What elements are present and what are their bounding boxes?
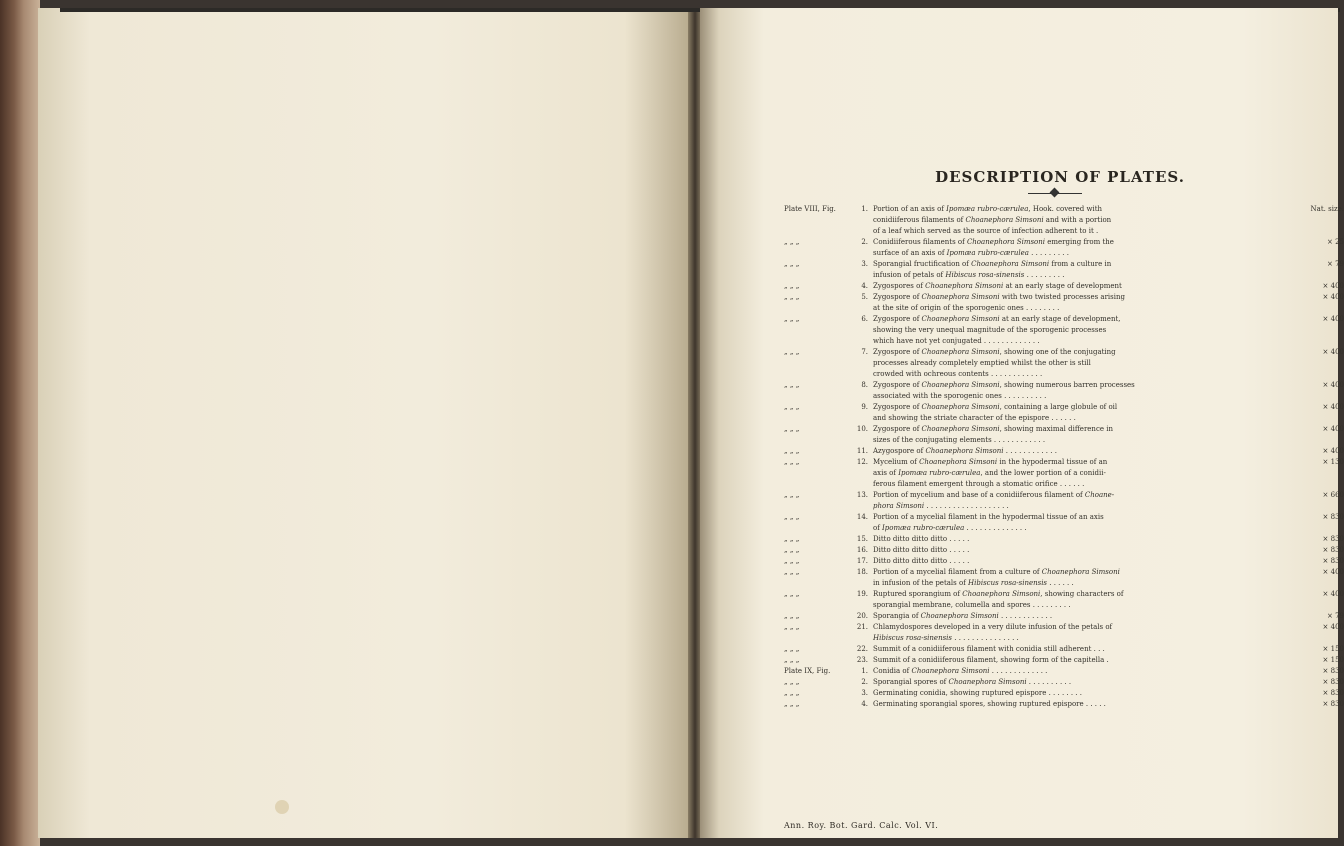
plate-entry [784,512,1344,534]
plate-entry [784,589,1344,611]
species-name: Choanephora Simsoni [921,348,1000,356]
plate-entry [784,666,1344,677]
plate-entry [784,237,1344,259]
magnification: Nat. size. [1310,205,1344,213]
figure-number: 2. [861,238,868,246]
line-text-tail: . . . . . . . . . . [1026,678,1072,686]
magnification: × 150 [1322,656,1344,664]
line-text: ferous filament emergent through a stomatic orifice . . . . . . [873,480,1085,488]
description-line [873,457,1287,468]
description-line [873,314,1287,325]
figure-number: 11. [856,447,868,455]
description-line [873,666,1287,677]
figure-description [873,688,1287,699]
figure-number: 3. [861,689,868,697]
magnification: × 400 [1322,425,1344,433]
line-text: Portion of a mycelial filament in the hypodermal tissue of an axis [873,513,1104,521]
description-line [873,490,1287,501]
figure-number: 13. [856,491,868,499]
figure-number: 19. [856,590,868,598]
line-text: processes already completely emptied whilst the other is still [873,359,1091,367]
figure-description [873,402,1287,424]
line-text: Germinating sporangial spores, showing ruptured epispore . . . . . [873,700,1106,708]
magnification: × 830 [1322,667,1344,675]
species-name: Choanephora Simsoni [921,381,1000,389]
figure-description [873,490,1287,512]
description-line [873,655,1287,666]
plate-entry [784,699,1344,710]
line-text-tail: . . . . . . [1047,579,1074,587]
description-line [873,325,1287,336]
plate-label: „ „ „ [784,403,800,411]
line-text: showing the very unequal magnitude of the sporogenic processes [873,326,1107,334]
plate-entry [784,457,1344,490]
description-line [873,424,1287,435]
magnification: × 400 [1322,403,1344,411]
magnification: × 830 [1322,678,1344,686]
book-edge [0,0,40,846]
line-text: Ditto ditto ditto ditto . . . . . [873,557,970,565]
figure-description [873,677,1287,688]
line-text-tail: . . . . . . . . . . . . . . . [952,634,1019,642]
line-text-tail: at an early stage of development, [999,315,1121,323]
figure-number: 3. [861,260,868,268]
page-footer: Ann. Roy. Bot. Gard. Calc. Vol. VI. [784,821,939,830]
description-line [873,259,1287,270]
species-name: Ipomæa rubro-cærulea [946,205,1029,213]
description-line [873,600,1287,611]
plate-label: „ „ „ [784,315,800,323]
plate-entry [784,424,1344,446]
figure-number: 4. [861,700,868,708]
description-line [873,226,1287,237]
figure-number: 7. [861,348,868,356]
plate-entry [784,545,1344,556]
line-text: sizes of the conjugating elements . . . . . . . . . . . . [873,436,1046,444]
magnification: × 400 [1322,282,1344,290]
species-name: Choanephora Simsoni [921,403,1000,411]
plate-label: „ „ „ [784,656,800,664]
magnification: × 830 [1322,513,1344,521]
species-name: Choanephora Simsoni [921,293,1000,301]
line-text: Zygospore of [873,403,922,411]
plate-entry [784,556,1344,567]
plate-entry [784,611,1344,622]
species-name: Choanephora Simsoni [962,590,1041,598]
figure-description [873,259,1287,281]
figure-number: 16. [856,546,868,554]
line-text-tail: at an early stage of development [1003,282,1122,290]
figure-description [873,666,1287,677]
magnification: × 400 [1322,293,1344,301]
magnification: × 400 [1322,568,1344,576]
plate-label: „ „ „ [784,447,800,455]
figure-description [873,314,1287,347]
description-line [873,644,1287,655]
figure-number: 9. [861,403,868,411]
line-text: which have not yet conjugated . . . . . . . . . . . . . [873,337,1040,345]
magnification: × 150 [1322,645,1344,653]
magnification: × 400 [1322,447,1344,455]
description-line [873,512,1287,523]
description-line [873,446,1287,457]
plate-label: „ „ „ [784,238,800,246]
plate-entry [784,644,1344,655]
line-text-tail: . . . . . . . . . . . . . . . . . . . [924,502,1009,510]
plate-label: Plate VIII, Fig. [784,205,836,213]
line-text-tail: . . . . . . . . . . . . [1003,447,1057,455]
line-text-tail: and with a portion [1043,216,1112,224]
line-text-tail: , showing characters of [1040,590,1124,598]
plate-entry [784,567,1344,589]
line-text: crowded with ochreous contents . . . . . . . . . . . . [873,370,1043,378]
figure-number: 22. [856,645,868,653]
line-text: infusion of petals of [873,271,946,279]
plate-label: „ „ „ [784,348,800,356]
figure-description [873,512,1287,534]
species-name: Ipomæa rubro-cærulea [946,249,1029,257]
species-name: Choanephora Simsoni [919,458,998,466]
description-line [873,556,1287,567]
description-line [873,688,1287,699]
description-line [873,622,1287,633]
description-line [873,699,1287,710]
title-ornament [1028,189,1082,197]
figure-number: 4. [861,282,868,290]
plate-entry [784,314,1344,347]
figure-number: 2. [861,678,868,686]
magnification: × 400 [1322,381,1344,389]
plate-label: „ „ „ [784,700,800,708]
magnification: × 660 [1322,491,1344,499]
figure-number: 1. [861,667,868,675]
description-line [873,380,1287,391]
description-line [873,215,1287,226]
line-text: of a leaf which served as the source of infection adherent to it . [873,227,1099,235]
line-text: of [873,524,883,532]
plate-label: Plate IX, Fig. [784,667,831,675]
figure-description [873,237,1287,259]
description-line [873,369,1287,380]
description-line [873,479,1287,490]
figure-description [873,611,1287,622]
line-text: Mycelium of [873,458,920,466]
plate-label: „ „ „ [784,590,800,598]
plate-label: „ „ „ [784,612,800,620]
magnification: × 830 [1322,700,1344,708]
line-text: at the site of origin of the sporogenic ones . . . . . . . . [873,304,1060,312]
line-text: Zygospore of [873,425,922,433]
magnification: × 400 [1322,623,1344,631]
figure-number: 6. [861,315,868,323]
description-line [873,358,1287,369]
figure-number: 14. [856,513,868,521]
line-text-tail: , Hook. covered with [1028,205,1103,213]
line-text-tail: . . . . . . . . . [1024,271,1065,279]
plate-entry [784,402,1344,424]
species-name: Hibiscus rosa-sinensis [945,271,1025,279]
plate-entry [784,204,1344,237]
figure-description [873,699,1287,710]
figure-description [873,567,1287,589]
species-name: Choanephora Simsoni [1041,568,1120,576]
description-line [873,292,1287,303]
line-text: Ditto ditto ditto ditto . . . . . [873,535,970,543]
figure-number: 18. [856,568,868,576]
plate-label: „ „ „ [784,568,800,576]
description-line [873,237,1287,248]
figure-description [873,545,1287,556]
line-text: sporangial membrane, columella and spores . . . . . . . . . [873,601,1071,609]
line-text-tail: . . . . . . . . . . . . . . [964,524,1027,532]
description-line [873,567,1287,578]
plate-label: „ „ „ [784,282,800,290]
line-text: in infusion of the petals of [873,579,969,587]
figure-description [873,655,1287,666]
line-text: Portion of mycelium and base of a conidiiferous filament of [873,491,1085,499]
description-line [873,501,1287,512]
line-text: Sporangia of [873,612,921,620]
description-line [873,545,1287,556]
line-text: Conidiiferous filaments of [873,238,967,246]
line-text: Portion of a mycelial filament from a culture of [873,568,1042,576]
plate-label: „ „ „ [784,513,800,521]
plate-entry [784,292,1344,314]
line-text: Zygospores of [873,282,926,290]
line-text-tail: from a culture in [1049,260,1112,268]
figure-number: 5. [861,293,868,301]
figure-description [873,204,1287,237]
line-text: Zygospore of [873,381,922,389]
magnification: × 130 [1322,458,1344,466]
line-text: and showing the striate character of the epispore . . . . . . [873,414,1076,422]
description-line [873,435,1287,446]
plate-entry [784,677,1344,688]
description-line [873,468,1287,479]
description-line [873,413,1287,424]
line-text-tail: emerging from the [1045,238,1114,246]
magnification: × 79 [1327,612,1344,620]
magnification: × 830 [1322,546,1344,554]
line-text: associated with the sporogenic ones . . . . . . . . . . [873,392,1047,400]
figure-description [873,556,1287,567]
line-text-tail: , and the lower portion of a conidii- [980,469,1106,477]
plate-label: „ „ „ [784,689,800,697]
figure-description [873,622,1287,644]
figure-description [873,446,1287,457]
plate-entry [784,655,1344,666]
description-line [873,633,1287,644]
species-name: Choanephora Simsoni [925,282,1004,290]
species-name: phora Simsoni [873,502,925,510]
plate-entry [784,490,1344,512]
description-line [873,589,1287,600]
description-line [873,391,1287,402]
figure-description [873,347,1287,380]
line-text: Zygospore of [873,315,922,323]
plate-entry [784,259,1344,281]
line-text: axis of [873,469,899,477]
plate-label: „ „ „ [784,535,800,543]
line-text: Germinating conidia, showing ruptured epispore . . . . . . . . [873,689,1082,697]
line-text: Sporangial fructification of [873,260,972,268]
plate-label: „ „ „ [784,557,800,565]
left-page-blank [38,8,690,838]
description-line [873,523,1287,534]
magnification: × 830 [1322,689,1344,697]
figure-number: 1. [861,205,868,213]
plate-description-list [784,204,1344,710]
line-text-tail: , containing a large globule of oil [999,403,1118,411]
figure-description [873,644,1287,655]
description-line [873,281,1287,292]
figure-description [873,292,1287,314]
figure-number: 17. [856,557,868,565]
magnification: × 400 [1322,348,1344,356]
figure-description [873,534,1287,545]
plate-label: „ „ „ [784,678,800,686]
description-line [873,248,1287,259]
description-line [873,677,1287,688]
species-name: Choanephora Simsoni [965,216,1044,224]
line-text: conidiiferous filaments of [873,216,966,224]
paper-stain [275,800,289,814]
plate-label: „ „ „ [784,491,800,499]
species-name: Hibiscus rosa-sinensis [968,579,1048,587]
species-name: Choanephora Simsoni [971,260,1050,268]
line-text: Conidia of [873,667,912,675]
description-line [873,336,1287,347]
plate-entry [784,281,1344,292]
magnification: × 25 [1327,238,1344,246]
plate-label: „ „ „ [784,293,800,301]
species-name: Hibiscus rosa-sinensis [873,634,953,642]
figure-description [873,281,1287,292]
figure-number: 15. [856,535,868,543]
magnification: × 830 [1322,535,1344,543]
plate-label: „ „ „ [784,645,800,653]
line-text-tail: . . . . . . . . . . . . [998,612,1053,620]
plate-entry [784,380,1344,402]
line-text: Summit of a conidiiferous filament with conidia still adherent . . . [873,645,1105,653]
plate-entry [784,347,1344,380]
line-text-tail: with two twisted processes arising [999,293,1125,301]
species-name: Choanephora Simsoni [920,612,999,620]
line-text-tail: . . . . . . . . . . . . . [989,667,1048,675]
plate-label: „ „ „ [784,546,800,554]
line-text: Zygospore of [873,293,922,301]
species-name: Ipomæa rubro-cærulea [882,524,965,532]
plate-entry [784,446,1344,457]
species-name: Choanephora Simsoni [925,447,1004,455]
line-text-tail: , showing numerous barren processes [999,381,1135,389]
page-top-edge [60,8,700,12]
line-text: Ruptured sporangium of [873,590,963,598]
line-text-tail: in the hypodermal tissue of an [997,458,1108,466]
figure-description [873,589,1287,611]
plate-label: „ „ „ [784,260,800,268]
plate-entry [784,622,1344,644]
figure-number: 20. [856,612,868,620]
plate-label: „ „ „ [784,381,800,389]
magnification: × 400 [1322,315,1344,323]
description-line [873,534,1287,545]
line-text: Portion of an axis of [873,205,947,213]
plate-entry [784,534,1344,545]
figure-number: 10. [856,425,868,433]
line-text: Sporangial spores of [873,678,949,686]
figure-description [873,424,1287,446]
species-name: Choane- [1084,491,1115,499]
description-line [873,270,1287,281]
figure-number: 12. [856,458,868,466]
line-text: Azygospore of [873,447,926,455]
magnification: × 400 [1322,590,1344,598]
figure-description [873,457,1287,490]
plate-label: „ „ „ [784,425,800,433]
species-name: Choanephora Simsoni [911,667,990,675]
species-name: Choanephora Simsoni [921,315,1000,323]
figure-description [873,380,1287,402]
line-text: Zygospore of [873,348,922,356]
line-text: Summit of a conidiiferous filament, showing form of the capitella . [873,656,1109,664]
line-text-tail: , showing maximal difference in [999,425,1113,433]
plate-label: „ „ „ [784,458,800,466]
magnification: × 830 [1322,557,1344,565]
description-line [873,402,1287,413]
line-text-tail: , showing one of the conjugating [999,348,1116,356]
species-name: Choanephora Simsoni [948,678,1027,686]
figure-number: 8. [861,381,868,389]
right-page [700,8,1344,838]
description-line [873,611,1287,622]
page-title: DESCRIPTION OF PLATES. [935,168,1185,186]
description-line [873,303,1287,314]
species-name: Ipomæa rubro-cærulea [898,469,981,477]
magnification: × 79 [1327,260,1344,268]
species-name: Choanephora Simsoni [921,425,1000,433]
line-text-tail: . . . . . . . . . [1028,249,1069,257]
line-text: Ditto ditto ditto ditto . . . . . [873,546,970,554]
description-line [873,204,1287,215]
species-name: Choanephora Simsoni [966,238,1046,246]
description-line [873,578,1287,589]
plate-label: „ „ „ [784,623,800,631]
figure-number: 21. [856,623,868,631]
line-text: Chlamydospores developed in a very dilute infusion of the petals of [873,623,1113,631]
figure-number: 23. [856,656,868,664]
plate-entry [784,688,1344,699]
description-line [873,347,1287,358]
line-text: surface of an axis of [873,249,947,257]
